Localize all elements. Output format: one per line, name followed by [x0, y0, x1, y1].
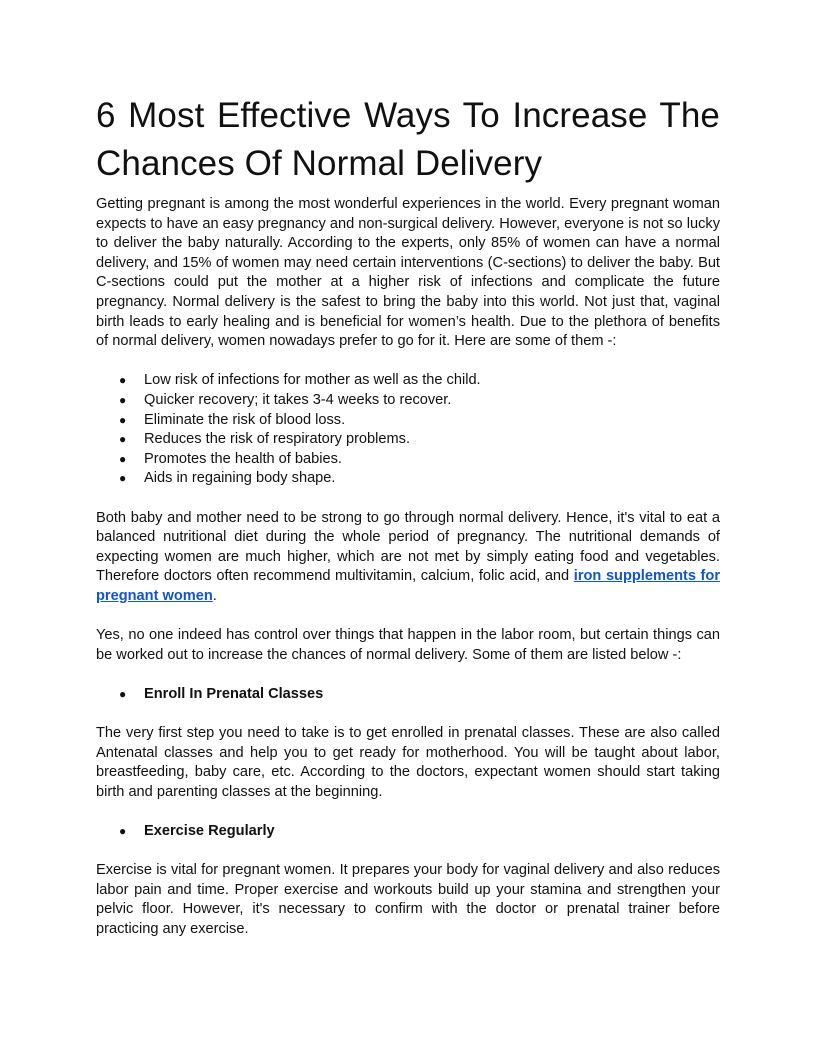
- bullet-icon: ●: [119, 824, 127, 838]
- page-title: 6 Most Effective Ways To Increase The Chances Of Normal Delivery: [96, 96, 720, 183]
- bullet-icon: ●: [119, 392, 127, 407]
- list-item: ● Eliminate the risk of blood loss.: [96, 411, 720, 431]
- bullet-icon: ●: [119, 451, 127, 466]
- list-item: ● Quicker recovery; it takes 3-4 weeks to recover.: [96, 391, 720, 411]
- document-page: [96, 92, 720, 940]
- intro-paragraph: Getting pregnant is among the most wonderful experiences in the world. Every pregnant woman expects to have an easy pregnancy and non-surgical delivery. However, everyone is not so lucky to deliver the baby naturally. According to the experts, only 85% of women can have a normal delivery, and 15% of women may need certain interventions (C-sections) to deliver the baby. But C-sections could put the mother at a higher risk of infections and complicate the future pregnancy. Normal delivery is the safest to bring the baby into this world. Not just that, vaginal birth leads to early healing and is beneficial for women’s health. Due to the plethora of benefits of normal delivery, women nowadays prefer to go for it. Here are some of them -:: [96, 196, 720, 350]
- list-item: ● Reduces the risk of respiratory problems.: [96, 430, 720, 450]
- labor-room-paragraph: Yes, no one indeed has control over things that happen in the labor room, but certain things can be worked out to increase the chances of normal delivery. Some of them are listed below -:: [96, 627, 720, 663]
- bullet-icon: ●: [119, 412, 127, 427]
- bullet-icon: ●: [119, 686, 127, 701]
- section-heading-list: [96, 685, 720, 705]
- nutrition-paragraph: Both baby and mother need to be strong to go through normal delivery. Hence, it's vital to eat a balanced nutritional diet during the whole period of pregnancy. The nutritional demands of expecting women are much higher, which are not met by simply eating food and vegetables. Therefore doctors often recommend multivitamin, calcium, folic acid, and iron supplements for pregnant women.: [96, 509, 721, 604]
- list-item: ● Promotes the health of babies.: [96, 450, 720, 470]
- bullet-icon: ●: [119, 471, 127, 486]
- section-body: The very first step you need to take is to get enrolled in prenatal classes. These are also called Antenatal classes and help you to get ready for motherhood. You will be taught about labor, breastfeeding, baby care, etc. According to the doctors, expectant women should start taking birth and parenting classes at the beginning.: [96, 725, 720, 800]
- bullet-icon: ●: [119, 373, 127, 388]
- section-body: Exercise is vital for pregnant women. It prepares your body for vaginal delivery and also reduces labor pain and time. Proper exercise and workouts build up your stamina and strengthen your pelvic floor. However, it's necessary to confirm with the doctor or prenatal trainer before practicing any exercise.: [96, 862, 720, 937]
- section-heading-list: [96, 822, 720, 842]
- section-heading: ● Exercise Regularly: [96, 822, 720, 842]
- benefits-list: [96, 371, 720, 489]
- iron-supplements-link[interactable]: iron supplements for pregnant women: [96, 568, 721, 604]
- section-heading: ● Enroll In Prenatal Classes: [96, 685, 720, 705]
- list-item: ● Aids in regaining body shape.: [96, 469, 720, 489]
- list-item: ● Low risk of infections for mother as well as the child.: [96, 371, 720, 391]
- bullet-icon: ●: [119, 432, 127, 447]
